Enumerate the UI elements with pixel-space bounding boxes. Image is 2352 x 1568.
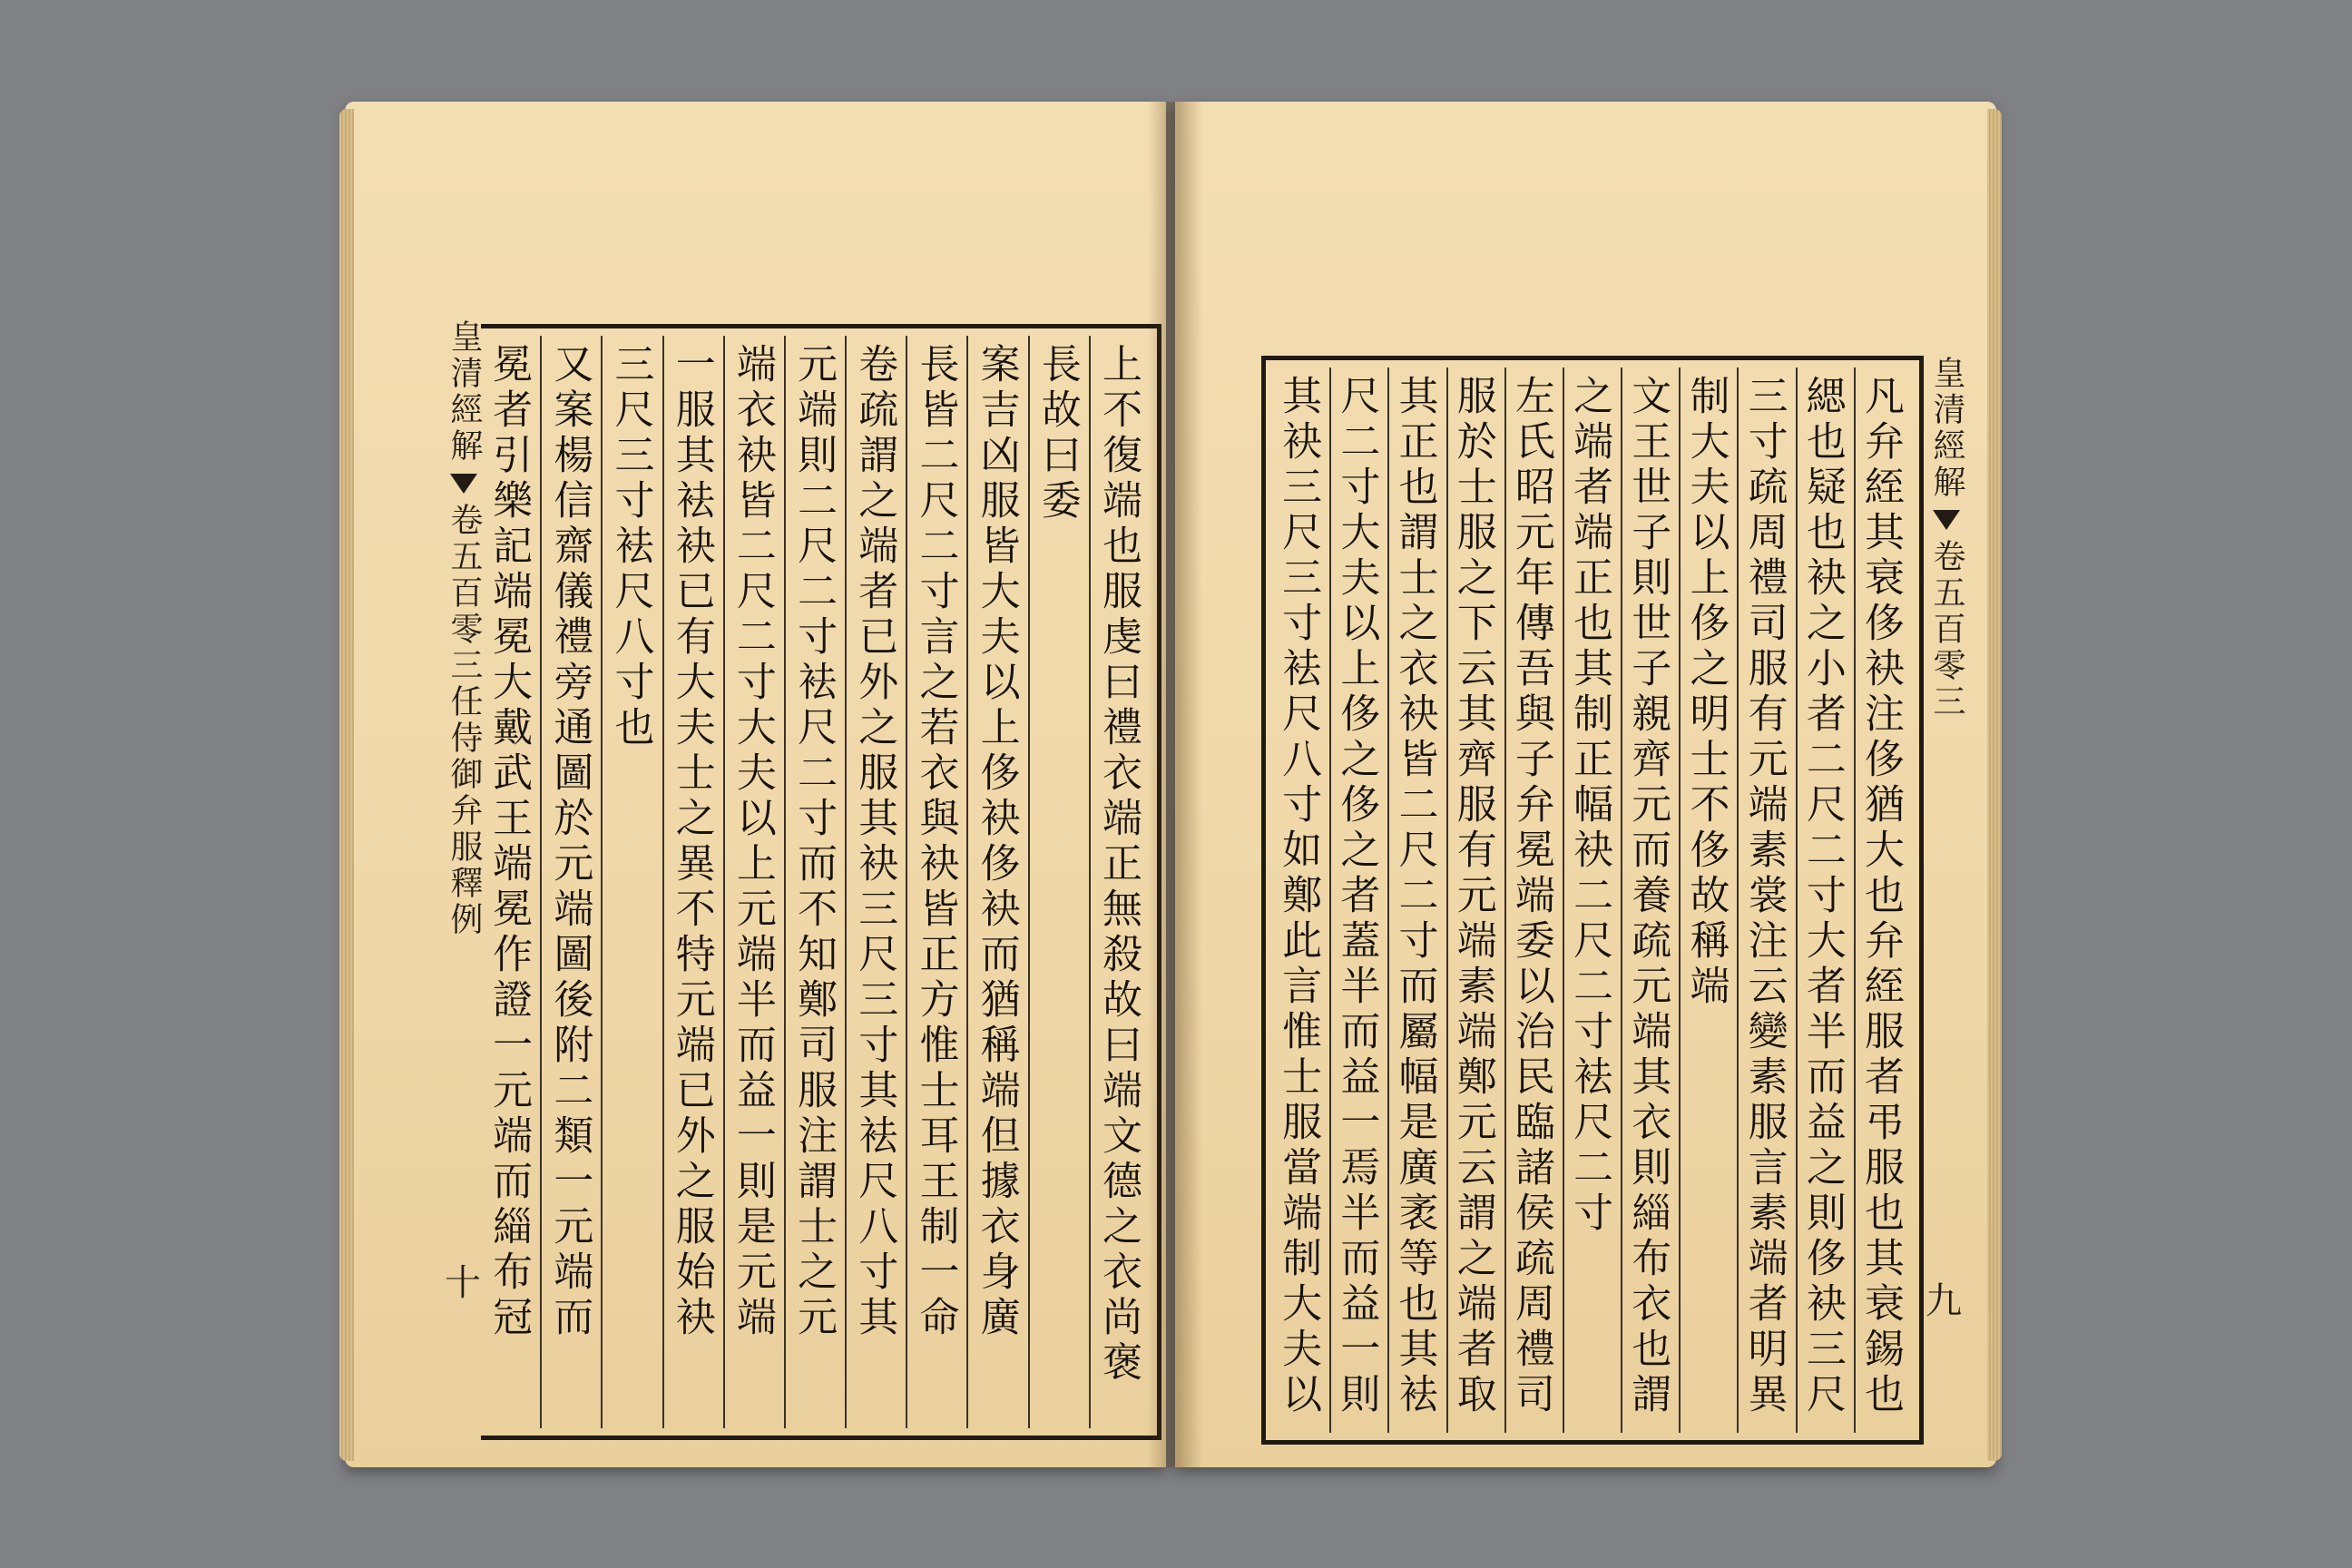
left-folio-number: 十 [445,1262,481,1304]
right-text-frame [1261,356,1924,1445]
text-column: 一服其袪袂已有大夫士之異不特元端已外之服始袂 [662,336,723,1428]
left-page [345,102,1166,1467]
right-page-edge [1987,109,2002,1461]
text-column: 端衣袂皆二尺二寸大夫以上元端半而益一則是元端 [723,336,784,1428]
text-column: 卷疏謂之端者已外之服其袂三尺三寸其袪尺八寸其 [845,336,906,1428]
text-column: 緦也疑也袂之小者二尺二寸大者半而益之則侈袂三尺 [1796,368,1854,1433]
left-spine-volume: 卷五百零三任侍御弁服釋例 [446,503,483,938]
text-column: 之端者端正也其制正幅袂二尺二寸袪尺二寸 [1563,368,1621,1433]
text-column: 制大夫以上侈之明士不侈故稱端 [1679,368,1737,1433]
text-column: 左氏昭元年傳吾與子弁冕端委以治民臨諸侯疏周禮司 [1504,368,1563,1433]
text-column: 其正也謂士之衣袂皆二尺二寸而屬幅是廣袤等也其袪 [1387,368,1446,1433]
text-column: 凡弁絰其衰侈袂注侈猶大也弁絰服者弔服也其衰錫也 [1854,368,1912,1433]
right-spine-volume: 卷五百零三 [1928,539,1965,720]
left-page-edge [339,109,354,1461]
text-column: 文王世子則世子親齊元而養疏元端其衣則緇布衣也謂 [1621,368,1679,1433]
text-column: 案吉凶服皆大夫以上侈袂侈袂而猶稱端但據衣身廣 [966,336,1027,1428]
text-column: 元端則二尺二寸袪尺二寸而不知鄭司服注謂士之元 [784,336,845,1428]
left-spine-title: 皇清經解 [446,319,483,465]
fish-tail-mark-icon [1933,510,1960,530]
text-column: 長故曰委 [1028,336,1089,1428]
right-folio-number: 九 [1926,1280,1962,1322]
text-column: 服於士服之下云其齊服有元端素端鄭元云謂之端者取 [1446,368,1504,1433]
left-columns [481,336,1150,1428]
right-spine-title: 皇清經解 [1928,356,1965,501]
fish-tail-mark-icon [450,474,477,494]
text-column: 又案楊信齋儀禮旁通圖於元端圖後附二類一元端而 [540,336,601,1428]
left-text-frame [481,324,1161,1440]
text-column: 三尺三寸袪尺八寸也 [601,336,662,1428]
text-column: 上不復端也服虔曰禮衣端正無殺故曰端文德之衣尚褒 [1089,336,1150,1428]
right-columns [1273,368,1912,1433]
text-column: 三寸疏周禮司服有元端素裳注云變素服言素端者明異 [1737,368,1795,1433]
text-column: 長皆二尺二寸言之若衣與袂皆正方惟士耳王制一命 [906,336,966,1428]
text-column: 其袂三尺三寸袪尺八寸如鄭此言惟士服當端制大夫以 [1275,375,1322,1418]
text-column: 尺二寸大夫以上侈之侈之者蓋半而益一焉半而益一則 [1329,368,1387,1433]
open-book [345,102,1996,1467]
text-column: 冕者引樂記端冕大戴武王端冕作證一元端而緇布冠 [485,343,533,1341]
